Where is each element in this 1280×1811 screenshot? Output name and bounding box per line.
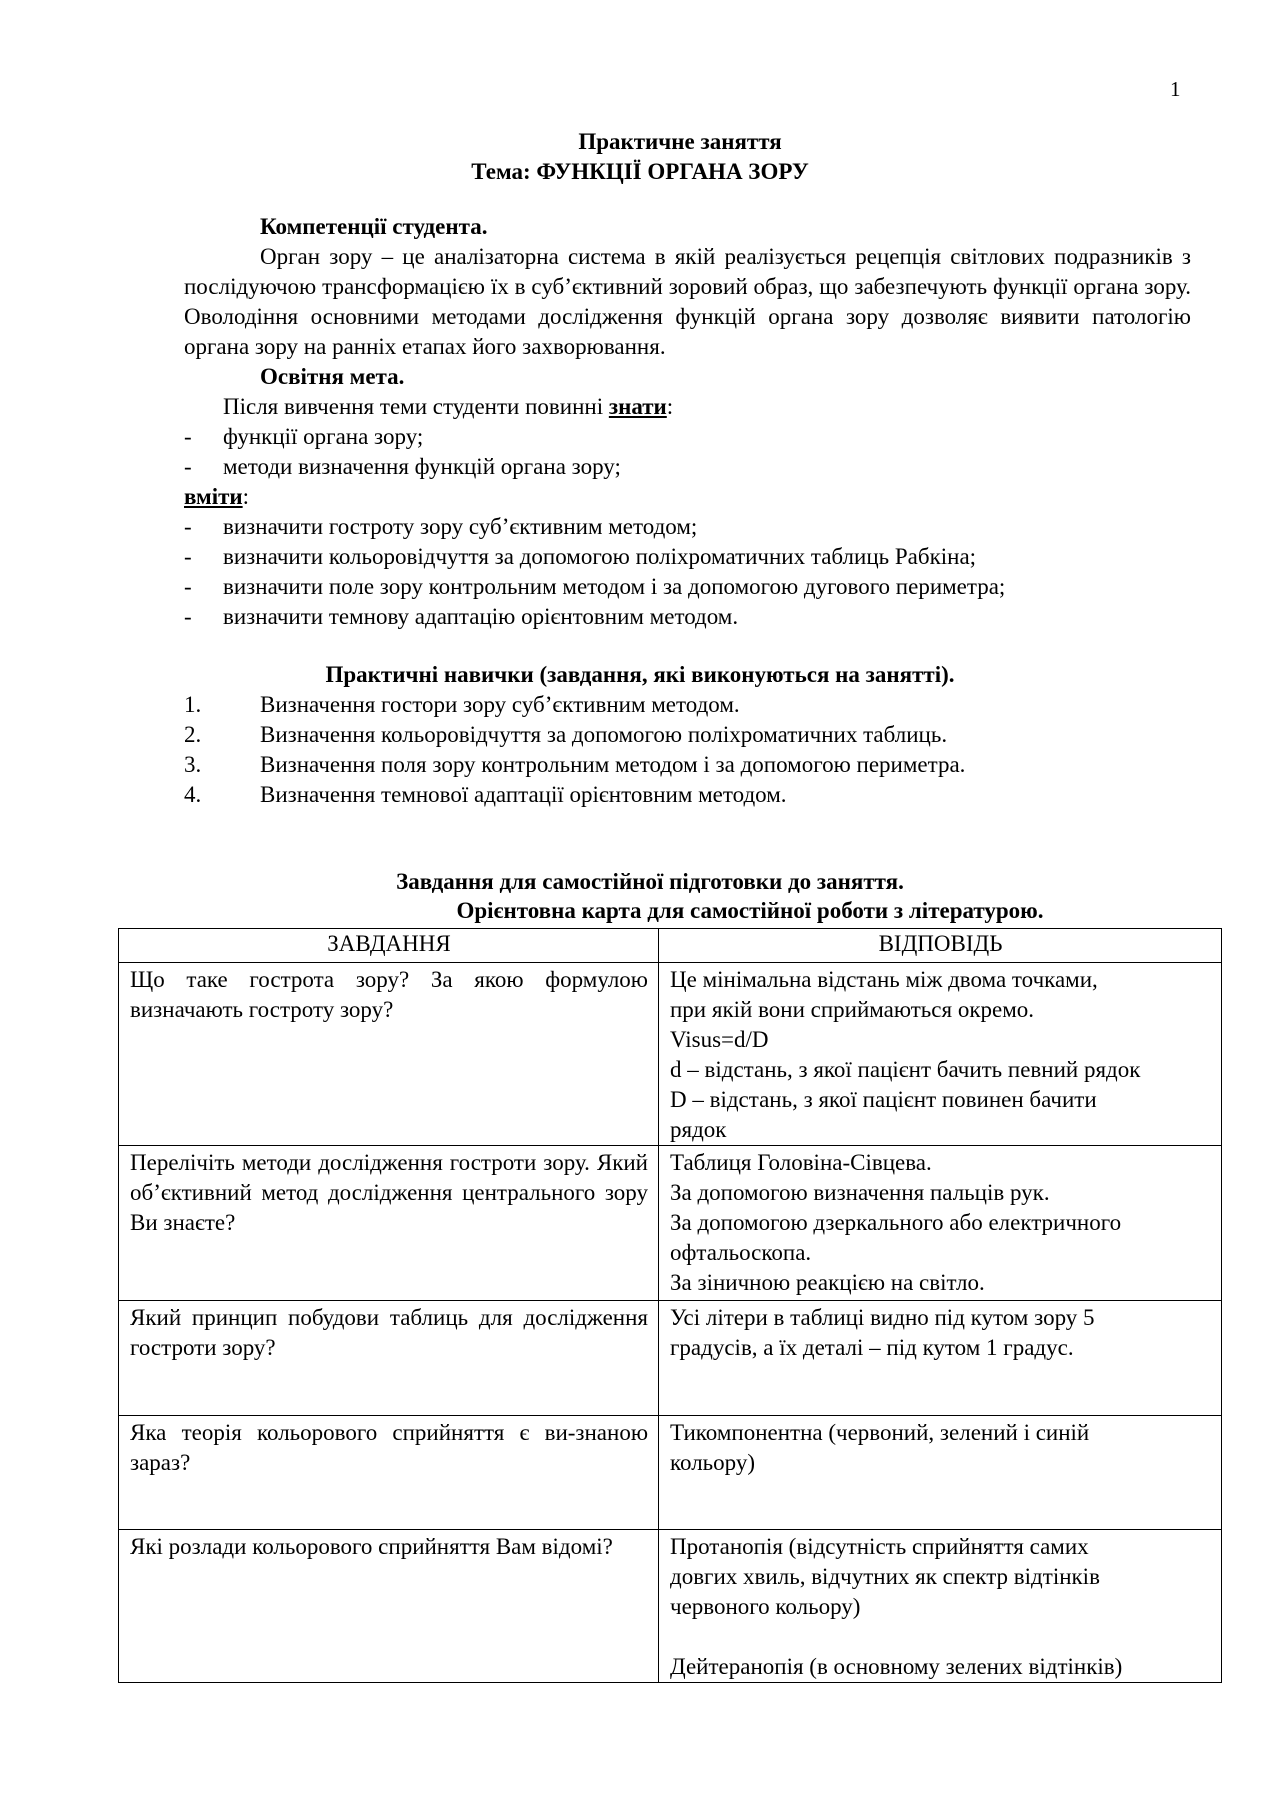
table-row xyxy=(119,1416,1222,1530)
skill-item: 3. Визначення поля зору контрольним методом і за допомогою периметра. xyxy=(184,752,966,777)
answer-cell: Усі літери в таблиці видно під кутом зору 5 градусів, а їх деталі – під кутом 1 градус. xyxy=(659,1301,1222,1416)
task-cell: Що таке гострота зору? За якою формулою визначають гостроту зору? xyxy=(119,963,659,1146)
table-row xyxy=(119,1530,1222,1683)
table-row xyxy=(119,963,1222,1146)
can-item: - визначити кольоровідчуття за допомогою поліхроматичних таблиць Рабкіна; xyxy=(184,544,977,569)
page-number: 1 xyxy=(1170,77,1181,101)
can-item: - визначити темнову адаптацію орієнтовним методом. xyxy=(184,604,739,629)
goal-intro-text: Після вивчення теми студенти повинні xyxy=(223,394,609,419)
answer-cell: Тикомпонентна (червоний, зелений і синій кольору) xyxy=(659,1416,1222,1530)
skill-item: 1. Визначення гостори зору суб’єктивним методом. xyxy=(184,692,740,717)
can-intro xyxy=(184,482,1191,512)
answer-cell: Протанопія (відсутність сприйняття самих довгих хвиль, відчутних як спектр відтінків червоного кольору) Дейтеранопія (в основному зелених відтінків) xyxy=(659,1530,1222,1683)
answer-cell: Це мінімальна відстань між двома точками, при якій вони сприймаються окремо. Visus=d/D d – відстань, з якої пацієнт бачить певний рядок D – відстань, з якої пацієнт повинен бачити рядок xyxy=(659,963,1222,1146)
col-task-header: ЗАВДАННЯ xyxy=(119,929,659,963)
can-item: - визначити поле зору контрольним методом і за допомогою дугового периметра; xyxy=(184,574,1006,599)
selfprep-table xyxy=(118,928,1222,1683)
goal-intro xyxy=(184,392,1191,422)
know-item: - методи визначення функцій органа зору; xyxy=(184,454,621,479)
competence-section xyxy=(184,212,1191,632)
col-answer-header: ВІДПОВІДЬ xyxy=(659,929,1222,963)
document-header xyxy=(0,127,1280,187)
know-colon: : xyxy=(666,394,674,419)
can-item: - визначити гостроту зору суб’єктивним методом; xyxy=(184,514,698,539)
document-topic: Тема: ФУНКЦІЇ ОРГАНА ЗОРУ xyxy=(471,159,809,184)
know-word: знати xyxy=(608,394,667,419)
task-cell: Які розлади кольорового сприйняття Вам відомі? xyxy=(119,1530,659,1683)
skills-heading: Практичні навички (завдання, які виконуються на занятті). xyxy=(325,662,955,687)
selfprep-heading-2: Орієнтовна карта для самостійної роботи з літературою. xyxy=(456,898,1044,923)
skill-item: 2. Визначення кольоровідчуття за допомогою поліхроматичних таблиць. xyxy=(184,722,948,747)
skill-item: 4. Визначення темнової адаптації орієнтовним методом. xyxy=(184,782,787,807)
selfprep-heading-1: Завдання для самостійної підготовки до заняття. xyxy=(396,869,904,894)
table-header-row xyxy=(119,929,1222,963)
goal-heading: Освітня мета. xyxy=(260,364,405,389)
competence-heading: Компетенції студента. xyxy=(260,214,488,239)
task-cell: Яка теорія кольорового сприйняття є ви-знаною зараз? xyxy=(119,1416,659,1530)
competence-text: Орган зору – це аналізаторна система в якій реалізується рецепція світлових подразників з послідуючою трансформацією їх в суб’єктивний зоровий образ, що забезпечують функції органа зору. Оволодіння основними методами дослідження функцій органа зору дозволяє виявити патологію органа зору на ранніх етапах його захворювання. xyxy=(184,244,1191,359)
skills-list xyxy=(184,690,1191,810)
document-title: Практичне заняття xyxy=(578,129,782,154)
table-row xyxy=(119,1146,1222,1301)
answer-cell: Таблиця Головіна-Сівцева. За допомогою визначення пальців рук. За допомогою дзеркального або електричного офтальоскопа. За зіничною реакцією на світло. xyxy=(659,1146,1222,1301)
know-item: - функції органа зору; xyxy=(184,424,424,449)
task-cell: Який принцип побудови таблиць для дослідження гостроти зору? xyxy=(119,1301,659,1416)
table-row xyxy=(119,1301,1222,1416)
can-colon: : xyxy=(242,484,250,509)
task-cell: Перелічіть методи дослідження гостроти зору. Який об’єктивний метод дослідження центрального зору Ви знаєте? xyxy=(119,1146,659,1301)
can-word: вміти xyxy=(184,484,243,509)
